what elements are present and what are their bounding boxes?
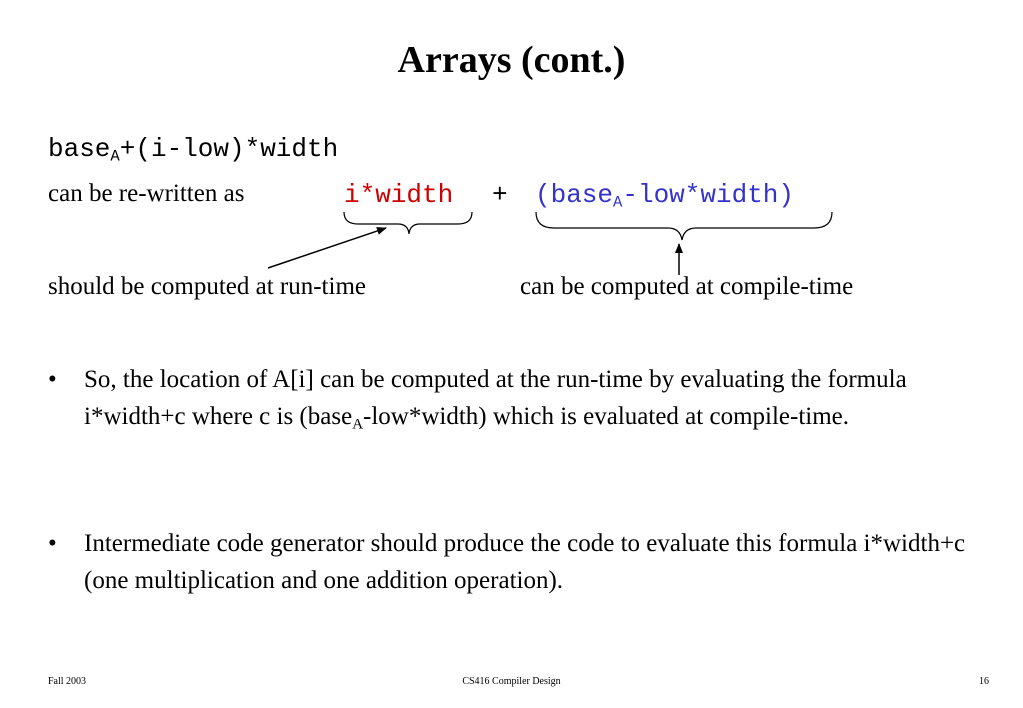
bullet-text-part-a: So, the location of A[i] can be computed at the run-time by evaluating the formula i*width+c where c is (base — [84, 366, 907, 430]
formula-rest: +(i-low)*width — [119, 134, 339, 164]
bullet-item-generator — [48, 525, 1004, 599]
compile-expr-rest: -low*width) — [622, 180, 795, 210]
compile-brace — [536, 212, 832, 240]
bullet-text: Intermediate code generator should produce the code to evaluate this formula i*width+c (one multiplication and one addition operation). — [84, 530, 966, 594]
runtime-arrow — [268, 228, 386, 268]
rewrite-intro: can be re-written as — [48, 180, 245, 207]
bullet-item-location — [48, 361, 1004, 435]
bullet-text — [84, 361, 1004, 435]
runtime-expression: i*width — [344, 180, 454, 210]
plus-operator: + — [492, 180, 508, 210]
runtime-label: should be computed at run-time — [48, 273, 366, 300]
bullet-subscript: A — [352, 416, 364, 433]
bullet-symbol: • — [48, 366, 57, 393]
bullet-text-part-b: -low*width) which is evaluated at compile-time. — [363, 403, 850, 430]
runtime-brace — [344, 212, 472, 234]
slide-title: Arrays (cont.) — [397, 39, 626, 81]
footer-left: Fall 2003 — [48, 676, 87, 687]
compile-expr-open: (base — [535, 180, 614, 210]
compile-label: can be computed at compile-time — [520, 273, 854, 300]
bullet-symbol: • — [48, 530, 57, 557]
compile-expr-subscript: A — [613, 193, 623, 212]
footer-page-number: 16 — [979, 676, 989, 687]
footer-center: CS416 Compiler Design — [462, 676, 561, 687]
formula-base: base — [48, 134, 111, 164]
formula-subscript: A — [110, 147, 120, 166]
